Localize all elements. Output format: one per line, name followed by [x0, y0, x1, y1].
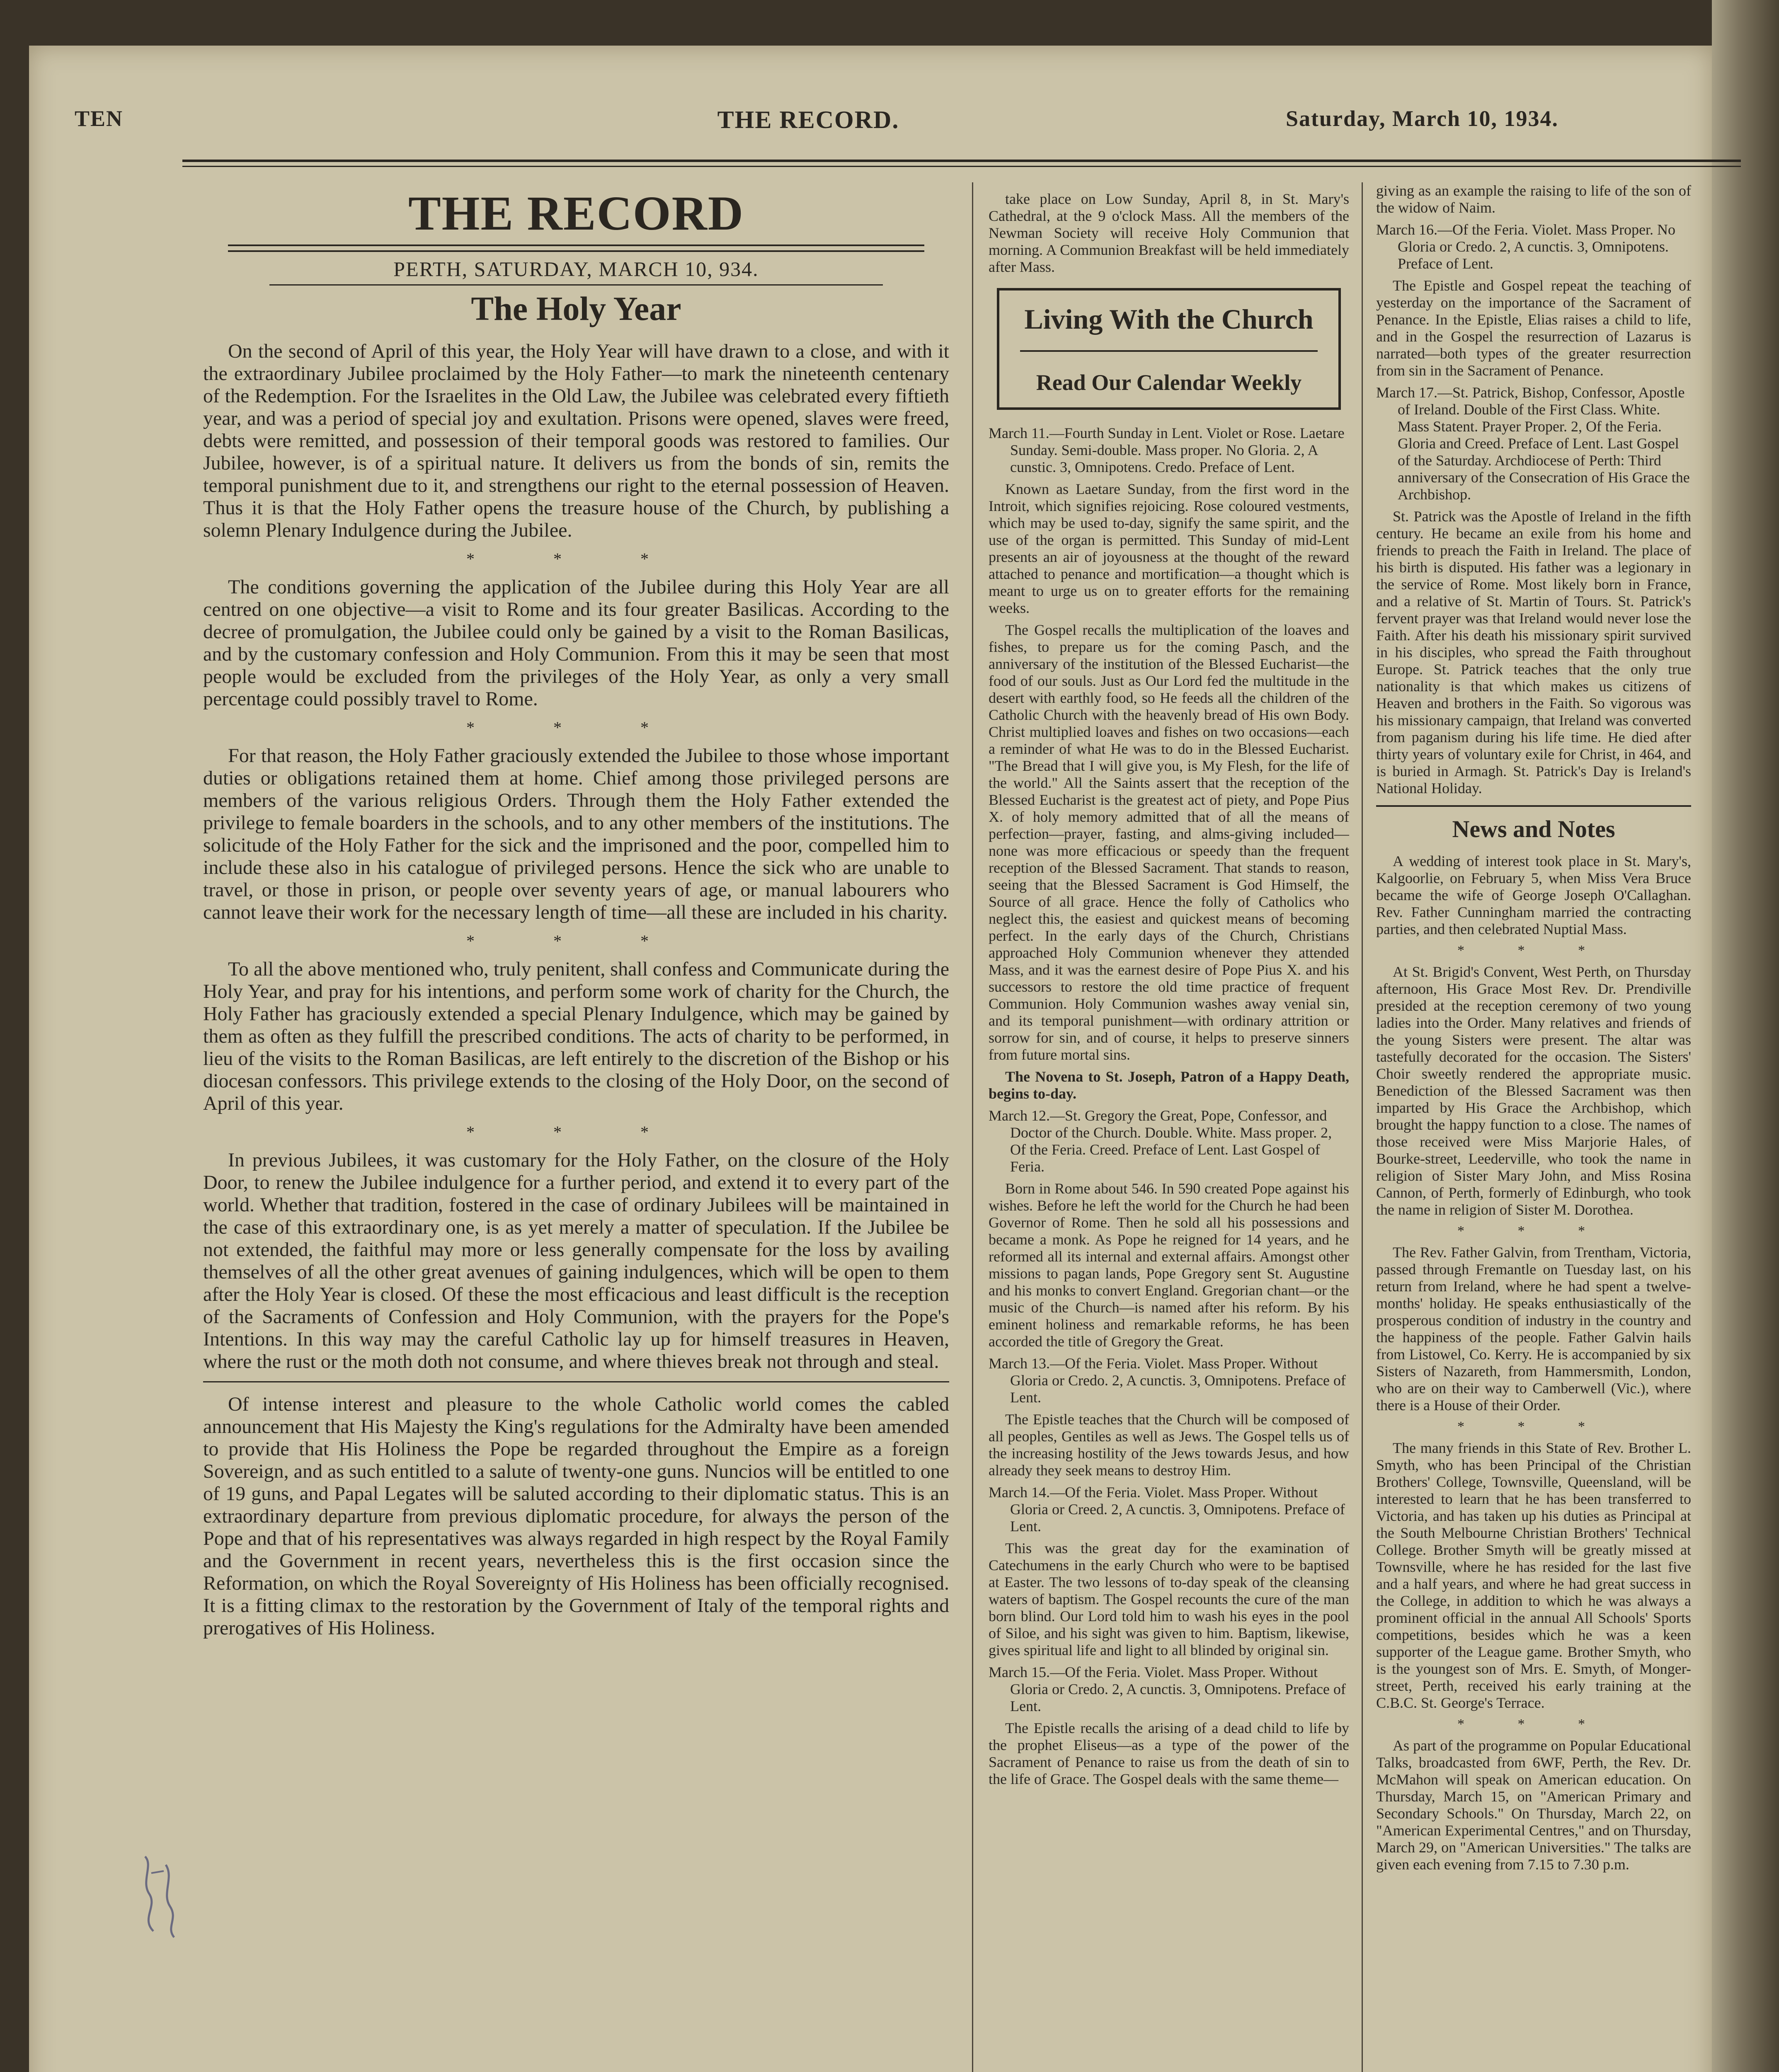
column-rule — [972, 182, 973, 2072]
dateline-rule — [269, 284, 883, 286]
page-edge-stack — [1712, 0, 1779, 2072]
calendar-entry: March 12.—St. Gregory the Great, Pope, Confessor, and Doctor of the Church. Double. White. Mass proper. 2, Of the Feria. Creed. Preface of Lent. Last Gospel of Feria. — [989, 1107, 1332, 1175]
calendar-entry: March 15.—Of the Feria. Violet. Mass Proper. Without Gloria or Credo. 2, A cunctis. 3, Omnipotens. Preface of Lent. — [989, 1664, 1346, 1714]
calendar-note: The Novena to St. Joseph, Patron of a Happy Death, begins to-day. — [989, 1068, 1349, 1102]
calendar-box-subtitle: Read Our Calendar Weekly — [1036, 370, 1302, 395]
section-separator: * * * — [466, 1123, 686, 1141]
paper-name: THE RECORD. — [717, 106, 899, 133]
article-paragraph: For that reason, the Holy Father graciously extended the Jubilee to those whose important duties or obligations retained them at home. Chief among those privileged persons are members of the various religious Orders. Through them the Holy Father extended the privilege to female boarders in the schools, and to any other members of the institutions. The solicitude of the Holy Father for the sick and the imprisoned and the poor, compelled him to include these also in his catalogue of privileged persons. Hence the sick who are unable to travel, or those in prison, or people over seventy years of age, or manual labourers who cannot leave their work for the necessary length of time—all these are included in his charity. — [203, 745, 949, 923]
section-separator: * * * — [1457, 943, 1610, 958]
column-rule — [1362, 182, 1363, 2072]
paragraph-rule — [203, 1381, 949, 1382]
calendar-text: giving as an example the raising to life of the son of the widow of Naim. — [1376, 182, 1691, 216]
section-separator: * * * — [1457, 1419, 1610, 1434]
calendar-box — [997, 288, 1341, 410]
calendar-entry: March 14.—Of the Feria. Violet. Mass Proper. Without Gloria or Creed. 2, A cunctis. 3, Omnipotens. Preface of Lent. — [989, 1484, 1345, 1535]
masthead-title: THE RECORD — [408, 186, 744, 240]
article-paragraph: To all the above mentioned who, truly penitent, shall confess and Communicate during the Holy Year, and pray for his intentions, and perform some work of charity for the Church, the Holy Father has graciously extended a special Plenary Indulgence, which may be gained by them as often as they fulfill the prescribed conditions. The acts of charity to be performed, in lieu of the visits to the Roman Basilicas, are left entirely to the discretion of the Bishop or his diocesan confessors. This privilege extends to the closing of the Holy Door, on the second of April of this year. — [203, 958, 949, 1114]
page-number-label: TEN — [75, 106, 124, 131]
calendar-text: St. Patrick was the Apostle of Ireland in the fifth century. He became an exile from his home and friends to preach the Faith in Ireland. The place of his birth is disputed. His father was a legionary in the service of Rome. Most likely born in France, and a relative of St. Martin of Tours. St. Patrick's fervent prayer was that Ireland would never lose the Faith. After his death his missionary spirit survived in his disciples, who spread the Faith throughout Europe. St. Patrick teaches that the only true nationality is that which makes us citizens of Heaven and brothers in the Faith. So vigorous was his missionary campaign, that Ireland was converted from paganism during his life time. He died after thirty years of voluntary exile for Christ, in 464, and is buried in Armagh. St. Patrick's Day is Ireland's National Holiday. — [1376, 508, 1691, 796]
news-item: At St. Brigid's Convent, West Perth, on Thursday afternoon, His Grace Most Rev. Dr. Prendiville presided at the reception ceremony of two young ladies into the Order. Many relatives and friends of the young Sisters were present. The altar was tastefully decorated for the occasion. The Sisters' Choir sweetly rendered the appropriate music. Benediction of the Blessed Sacrament was then imparted by His Grace the Archbishop, which brought the happy function to a close. The names of those received were Miss Marjorie Hales, of Bourke-street, Leederville, who took the name in religion of Sister Mary John, and Miss Rosina Cannon, of Perth, formerly of Edinburgh, who took the name in religion of Sister M. Dorothea. — [1376, 963, 1691, 1218]
handwritten-annotation — [128, 1848, 211, 1944]
article-paragraph: On the second of April of this year, the Holy Year will have drawn to a close, and with it the extraordinary Jubilee proclaimed by the Holy Father—to mark the nineteenth centenary of the Redemption. For the Israelites in the Old Law, the Jubilee was celebrated every fiftieth year, and was a period of special joy and exultation. Prisons were opened, slaves were freed, debts were remitted, and possession of their temporal goods was restored to families. Our Jubilee, however, is of a spiritual nature. It delivers us from the bonds of sin, remits the temporal punishment due to it, and strengthens our right to the eternal possession of Heaven. Thus it is that the Holy Father opens the treasure house of the Church, by publishing a solemn Plenary Indulgence during the Jubilee. — [203, 340, 949, 541]
calendar-entry: March 13.—Of the Feria. Violet. Mass Proper. Without Gloria or Credo. 2, A cunctis. 3, Omnipotens. Preface of Lent. — [989, 1355, 1346, 1406]
news-item: The many friends in this State of Rev. Brother L. Smyth, who has been Principal of the Christian Brothers' College, Townsville, Queensland, will be interested to learn that he has been transferred to Victoria, and has taken up his duties as Principal at the South Melbourne Christian Brothers' Technical College. Brother Smyth will be greatly missed at Townsville, where he has resided for the last five and a half years, and where he had great success in the College, in addition to which he was always a prominent official in the annual All Schools' Sports competitions, besides which he was a keen supporter of the League game. Brother Smyth, who is the youngest son of Mrs. E. Smyth, of Monger-street, Perth, received his early training at the C.B.C. St. George's Terrace. — [1376, 1440, 1691, 1711]
news-heading: News and Notes — [1452, 816, 1615, 842]
section-rule — [1376, 805, 1691, 807]
calendar-text: This was the great day for the examination of Catechumens in the early Church who were to be baptised at Easter. The two lessons of to-day speak of the cleansing waters of baptism. The Gospel recounts the cure of the man born blind. Our Lord told him to wash his eyes in the pool of Siloe, and his sight was given to him. Baptism, likewise, gives spiritual life and light to all blinded by original sin. — [989, 1540, 1349, 1658]
article-heading: The Holy Year — [471, 290, 681, 327]
calendar-entry: March 11.—Fourth Sunday in Lent. Violet or Rose. Laetare Sunday. Semi-double. Mass proper. No Gloria. 2, A cunstic. 3, Omnipotens. Credo. Preface of Lent. — [989, 425, 1345, 475]
news-item: take place on Low Sunday, April 8, in St. Mary's Cathedral, at the 9 o'clock Mass. All the members of the Newman Society will receive Holy Communion that morning. A Communion Breakfast will be held immediately after Mass. — [989, 191, 1349, 275]
calendar-column — [989, 191, 1349, 2072]
calendar-text: The Epistle and Gospel repeat the teaching of yesterday on the importance of the Sacrament of Penance. In the Epistle, Elias raises a child to life, and in the Gospel the resurrection of Lazarus is narrated—both types of the greater resurrection from sin in the Sacrament of Penance. — [1376, 277, 1691, 379]
issue-date: Saturday, March 10, 1934. — [1285, 106, 1558, 131]
section-separator: * * * — [1457, 1716, 1610, 1732]
calendar-entry: March 17.—St. Patrick, Bishop, Confessor, Apostle of Ireland. Double of the First Class. White. Mass Statent. Prayer Proper. 2, Of the Feria. Gloria and Creed. Preface of Lent. Last Gospel of the Saturday. Archdiocese of Perth: Third anniversary of the Consecration of His Grace the Archbishop. — [1376, 384, 1690, 503]
calendar-text: Known as Laetare Sunday, from the first word in the Introit, which signifies rejoicing. Rose coloured vestments, which may be used to-day, signify the same spirit, and the use of the organ is permitted. This Sunday of mid-Lent presents an air of joyousness at the thought of the reward attached to penance and mortification—a thought which is meant to urge us on to greater efforts for the remaining weeks. — [989, 481, 1349, 616]
masthead-rule — [228, 244, 924, 252]
calendar-box-rule — [1020, 350, 1318, 352]
article-paragraph: Of intense interest and pleasure to the whole Catholic world comes the cabled announcement that His Majesty the King's regulations for the Admiralty have been amended to provide that His Holiness the Pope be regarded throughout the Empire as a foreign Sovereign, and as such entitled to a salute of twenty-one guns. Nuncios will be entitled to one of 19 guns, and Papal Legates will be saluted according to their diplomatic status. This is an extraordinary departure from previous diplomatic procedure, for always the person of the Pope and that of his representatives was always regarded in high respect by the Royal Family and the Government in recent years, nevertheless this is the first occasion since the Reformation, on which the Royal Sovereignty of His Holiness has been officially recognised. It is a fitting climax to the restoration by the Government of Italy of the temporal rights and prerogatives of His Holiness. — [203, 1393, 949, 1639]
news-item: As part of the programme on Popular Educational Talks, broadcasted from 6WF, Perth, the Rev. Dr. McMahon will speak on American education. On Thursday, March 15, on "American Primary and Secondary Schools." On Thursday, March 22, on "American Experimental Centres," and on Thursday, March 29, on "American Universities." The talks are given each evening from 7.15 to 7.30 p.m. — [1376, 1737, 1691, 1873]
masthead-dateline: PERTH, SATURDAY, MARCH 10, 934. — [393, 257, 759, 281]
news-item: A wedding of interest took place in St. Mary's, Kalgoorlie, on February 5, when Miss Vera Bruce became the wife of George Joseph O'Callaghan. Rev. Father Cunningham married the contracting parties, and then celebrated Nuptial Mass. — [1376, 853, 1691, 937]
header-rule-thin — [182, 166, 1741, 167]
section-separator: * * * — [466, 549, 686, 568]
calendar-text: Born in Rome about 546. In 590 created Pope against his wishes. Before he left the world for the Church he had been Governor of Rome. Then he sold all his possessions and became a monk. As Pope he reigned for 14 years, and he reformed all its internal and external affairs. Amongst other missions to pagan lands, Pope Gregory sent St. Augustine and his monks to convert England. Gregorian chant—or the music of the Church—is named after his reform. By his eminent holiness and remarkable reforms, he has been accorded the title of Gregory the Great. — [989, 1180, 1349, 1350]
news-column — [1376, 182, 1691, 2072]
calendar-text: The Epistle teaches that the Church will be composed of all peoples, Gentiles as well as Jews. The Gospel tells us of the increasing hostility of the Jews towards Jesus, and how already they seek means to destroy Him. — [989, 1411, 1349, 1479]
running-head — [58, 106, 1558, 151]
article-paragraph: In previous Jubilees, it was customary for the Holy Father, on the closure of the Holy Door, to renew the Jubilee indulgence for a further period, and extend it to every part of the world. Whether that tradition, fostered in the case of ordinary Jubilees will be maintained in the case of this extraordinary one, is as yet merely a matter of speculation. If the Jubilee be not extended, the faithful may more or less generally compensate for the loss by availing themselves of all the other great avenues of gaining indulgences, which will be open to them after the Holy Year is closed. Of these the most efficacious and least difficult is the reception of the Sacraments of Confession and Holy Communion, with the prayers for the Pope's Intentions. In this way may the careful Catholic lay up for himself treasures in Heaven, where the rust or the moth doth not consume, and where thieves break not through and steal. — [203, 1149, 949, 1372]
calendar-text: The Gospel recalls the multiplication of the loaves and fishes, to prepare us for the coming Pasch, and the anniversary of the institution of the Blessed Eucharist—the food of our souls. Just as Our Lord fed the multitude in the desert with earthly food, so He feeds all the children of the Catholic Church with the heavenly bread of His own Body. Christ multiplied loaves and fishes on two occasions—each a reminder of what He was to do in the Blessed Eucharist. "The Bread that I will give you, is My Flesh, for the life of the world." All the Saints assert that the reception of the Blessed Eucharist is the greatest act of piety, and Pope Pius X. of holy memory admitted that of all the means of perfection—prayer, fasting, and alms-giving included—none was more efficacious or speedy than the frequent reception of the Blessed Sacrament. That stands to reason, seeing that the Blessed Sacrament is God Himself, the Source of all grace. Hence the folly of Catholics who neglect this, the easiest and quickest means of becoming perfect. In the early days of the Church, Christians approached Holy Communion whenever they attended Mass, and it was the earnest desire of Pope Pius X. and his successors to restore the old time practice of frequent Communion. Holy Communion washes away venial sin, and its temporal punishment—with ordinary attrition or sorrow for sin, and of course, it helps to preserve sinners from future mortal sins. — [989, 622, 1349, 1063]
news-item: The Rev. Father Galvin, from Trentham, Victoria, passed through Fremantle on Tuesday last, on his return from Ireland, where he had spent a twelve-months' holiday. He speaks enthusiastically of the prosperous condition of industry in the country and the happiness of the people. Father Galvin hails from Listowel, Co. Kerry. He is accompanied by six Sisters of Nazareth, from Hammersmith, London, who are on their way to Camberwell (Vic.), where there is a House of their Order. — [1376, 1244, 1691, 1414]
calendar-text: The Epistle recalls the arising of a dead child to life by the prophet Eliseus—as a type of the power of the Sacrament of Penance to raise us from the death of sin to the life of Grace. The Gospel deals with the same theme— — [989, 1720, 1349, 1787]
editorial-column — [203, 186, 949, 2072]
calendar-entry: March 16.—Of the Feria. Violet. Mass Proper. No Gloria or Credo. 2, A cunctis. 3, Omnipotens. Preface of Lent. — [1376, 221, 1676, 272]
article-paragraph: The conditions governing the application of the Jubilee during this Holy Year are all centred on one objective—a visit to Rome and its four greater Basilicas. According to the decree of promulgation, the Jubilee could only be gained by a visit to the Roman Basilicas, and by the customary confession and Holy Communion. From this it may be seen that most people would be excluded from the privileges of the Holy Year, as only a very small percentage could possibly travel to Rome. — [203, 576, 949, 710]
section-separator: * * * — [466, 932, 686, 950]
header-rule — [182, 160, 1741, 162]
section-separator: * * * — [466, 718, 686, 737]
section-separator: * * * — [1457, 1223, 1610, 1239]
calendar-box-title: Living With the Church — [1024, 303, 1314, 335]
